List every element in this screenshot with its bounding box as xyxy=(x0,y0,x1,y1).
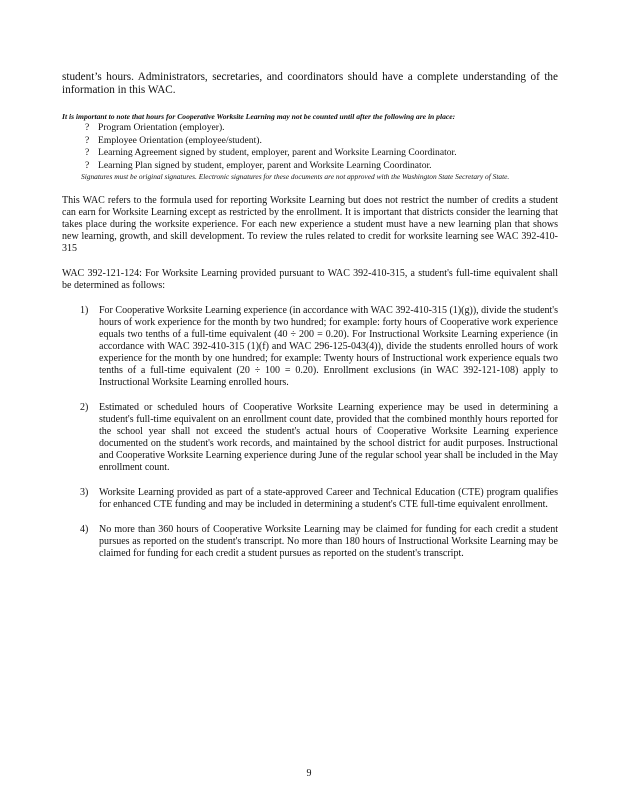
page-number: 9 xyxy=(306,768,312,779)
item-text: Estimated or scheduled hours of Cooperative Worksite Learning experience may be used in determining a student's full-time equivalent on an enrollment count date, provided that the combined monthly hours reported for the school year shall not exceed the student's actual hours of Cooperative Worksite Learning experience documented on the student's work records, and maintained by the school district for audit purposes. Instructional and Cooperative Worksite Learning experience during June of the regular school year shall be included in the May enrollment count. xyxy=(99,402,558,474)
list-item xyxy=(62,305,558,389)
list-item xyxy=(62,524,558,560)
list-item xyxy=(85,160,558,173)
item-number: 2) xyxy=(80,402,89,414)
list-item xyxy=(85,147,558,160)
list-item-text: Learning Plan signed by student, employer, parent and Worksite Learning Coordinator. xyxy=(98,159,432,171)
note-heading: It is important to note that hours for Cooperative Worksite Learning may not be counted until after the following are in place: xyxy=(62,112,456,122)
list-item-text: Program Orientation (employer). xyxy=(98,122,225,134)
bullet-marker: ? xyxy=(85,122,90,134)
list-item xyxy=(62,487,558,511)
item-text: No more than 360 hours of Cooperative Worksite Learning may be claimed for funding for each credit a student pursues as reported on the student's transcript. No more than 180 hours of Instructional Worksite Learning may be claimed for funding for each credit a student pursues as reported on the student's transcript. xyxy=(99,524,558,560)
list-item xyxy=(85,122,558,135)
fte-intro-paragraph: WAC 392-121-124: For Worksite Learning provided pursuant to WAC 392-410-315, a student's full-time equivalent shall be determined as follows: xyxy=(62,268,558,292)
item-text: For Cooperative Worksite Learning experience (in accordance with WAC 392-410-315 (1)(g)), divide the student's hours of work experience for the month by two hundred; for example: forty hours of Cooperative work experience equals two tenths of a full-time equivalent (40 ÷ 200 = 0.20). For Instructional Worksite Learning experience (in accordance with WAC 392-410-315 (1)(f) and WAC 296-125-043(4)), divide the students enrolled hours of work experience for the month by one hundred; for example: Twenty hours of Instructional work experience equals two tenths of a full-time equivalent (20 ÷ 100 = 0.20). Enrollment exclusions (in WAC 392-121-108) apply to Instructional Worksite Learning enrolled hours. xyxy=(99,305,558,389)
bullet-marker: ? xyxy=(85,159,90,171)
list-item-text: Employee Orientation (employee/student). xyxy=(98,134,262,146)
signature-note: Signatures must be original signatures. Electronic signatures for these documents are not approved with the Washington State Secretary of State. xyxy=(81,172,510,182)
item-number: 4) xyxy=(80,524,89,536)
fte-rules-list xyxy=(62,305,558,560)
list-item-text: Learning Agreement signed by student, employer, parent and Worksite Learning Coordinator. xyxy=(98,147,457,159)
document-page xyxy=(62,71,558,573)
list-item xyxy=(62,402,558,474)
item-number: 1) xyxy=(80,305,89,317)
bullet-marker: ? xyxy=(85,147,90,159)
item-number: 3) xyxy=(80,487,89,499)
item-text: Worksite Learning provided as part of a state-approved Career and Technical Education (CTE) program qualifies for enhanced CTE funding and may be included in determining a student's CTE full-time equivalent enrollment. xyxy=(99,487,558,511)
bullet-marker: ? xyxy=(85,134,90,146)
intro-paragraph: student’s hours. Administrators, secretaries, and coordinators should have a complete understanding of the information in this WAC. xyxy=(62,71,558,97)
wac-reference-paragraph: This WAC refers to the formula used for reporting Worksite Learning but does not restrict the number of credits a student can earn for Worksite Learning except as restricted by the enrollment. It is important that districts consider the learning that takes place during the worksite experience. For each new experience a student must have a new learning plan that shows new learning, growth, and skill development. To review the rules related to credit for worksite learning see WAC 392-410-315 xyxy=(62,195,558,255)
list-item xyxy=(85,135,558,148)
requirements-checklist xyxy=(62,122,558,172)
